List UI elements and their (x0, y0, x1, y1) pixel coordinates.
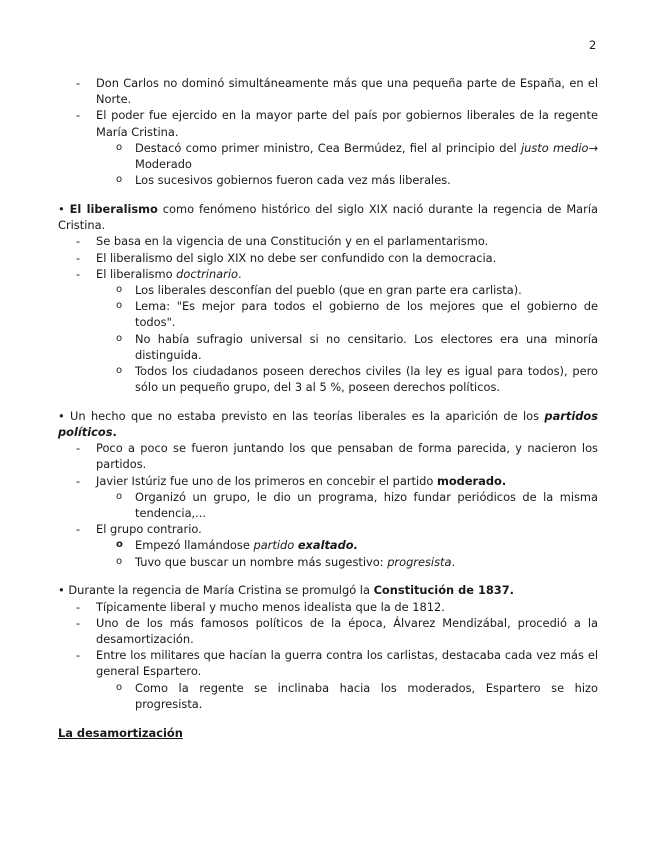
bullet: • (58, 201, 65, 216)
sub-list-item: o Como la regente se inclinaba hacia los moderados, Espartero se hizo progresista. (116, 680, 598, 711)
circle-marker: o (116, 681, 123, 693)
sub-list-item: o Empezó llamándose partido exaltado. (116, 538, 358, 553)
dash-marker: - (76, 250, 81, 265)
dash-marker: - (76, 266, 81, 281)
dash-marker: - (76, 108, 81, 123)
circle-marker: o (116, 490, 123, 502)
list-item: - El poder fue ejercido en la mayor parte del país por gobiernos liberales de la regente María Cristina. (76, 108, 598, 139)
dash-marker: - (76, 441, 81, 456)
dash-marker: - (76, 522, 81, 537)
dash-marker: - (76, 234, 81, 249)
sub-list-item: o No había sufragio universal si no censitario. Los electores era una minoría distinguida. (116, 331, 598, 362)
list-item: - El liberalismo del siglo XIX no debe ser confundido con la democracia. (76, 250, 497, 265)
circle-marker: o (116, 539, 123, 551)
sub-list-item: o Lema: "Es mejor para todos el gobierno de los mejores que el gobierno de todos". (116, 299, 598, 330)
list-item: - El liberalismo doctrinario. (76, 266, 242, 281)
circle-marker: o (116, 332, 123, 344)
bullet: • (58, 408, 65, 423)
dash-marker: - (76, 648, 81, 663)
circle-marker: o (116, 364, 123, 376)
dash-marker: - (76, 615, 81, 630)
sub-list-item: o Destacó como primer ministro, Cea Bermúdez, fiel al principio del justo medio→ Moderado (116, 140, 598, 172)
section-heading: La desamortización (58, 725, 183, 740)
circle-marker: o (116, 555, 123, 567)
dash-marker: - (76, 76, 81, 90)
sub-list-item: o Tuvo que buscar un nombre más sugestivo: progresista. (116, 554, 456, 569)
sub-list-item: o Todos los ciudadanos poseen derechos civiles (la ley es igual para todos), pero sólo un pequeño grupo, del 3 al 5 %, poseen derechos políticos. (116, 363, 598, 395)
list-item: - Se basa en la vigencia de una Constitución y en el parlamentarismo. (76, 234, 489, 249)
dash-marker: - (76, 473, 81, 488)
section-intro: • Un hecho que no estaba previsto en las teorías liberales es la aparición de los partidos políticos. (58, 408, 598, 440)
list-item: - El grupo contrario. (76, 522, 202, 537)
section-intro: • Durante la regencia de María Cristina se promulgó la Constitución de 1837. (58, 583, 514, 598)
sub-list-item: o Organizó un grupo, le dio un programa, hizo fundar periódicos de la misma tendencia,... (116, 489, 598, 521)
document-body (58, 75, 598, 741)
list-item: - Javier Istúriz fue uno de los primeros en concebir el partido moderado. (76, 473, 507, 488)
arrow-icon: → (588, 140, 598, 155)
list-item: - Poco a poco se fueron juntando los que pensaban de forma parecida, y nacieron los partidos. (76, 441, 598, 472)
sub-list-item: o Los liberales desconfían del pueblo (que en gran parte era carlista). (116, 282, 522, 297)
dash-marker: - (76, 599, 81, 614)
list-item: - Típicamente liberal y mucho menos idealista que la de 1812. (76, 599, 445, 614)
list-item: - Entre los militares que hacían la guerra contra los carlistas, destacaba cada vez más el general Espartero. (76, 648, 598, 679)
circle-marker: o (116, 283, 123, 295)
sub-list-item: o Los sucesivos gobiernos fueron cada vez más liberales. (116, 173, 451, 188)
list-item: - Don Carlos no dominó simultáneamente más que una pequeña parte de España, en el Norte. (76, 76, 598, 107)
list-item: - Uno de los más famosos políticos de la época, Álvarez Mendizábal, procedió a la desamortización. (76, 615, 598, 646)
page-number: 2 (589, 38, 597, 52)
circle-marker: o (116, 174, 123, 186)
section-intro: • El liberalismo como fenómeno histórico del siglo XIX nació durante la regencia de María Cristina. (58, 201, 598, 233)
bullet: • (58, 583, 65, 598)
circle-marker: o (116, 141, 123, 153)
circle-marker: o (116, 300, 123, 312)
